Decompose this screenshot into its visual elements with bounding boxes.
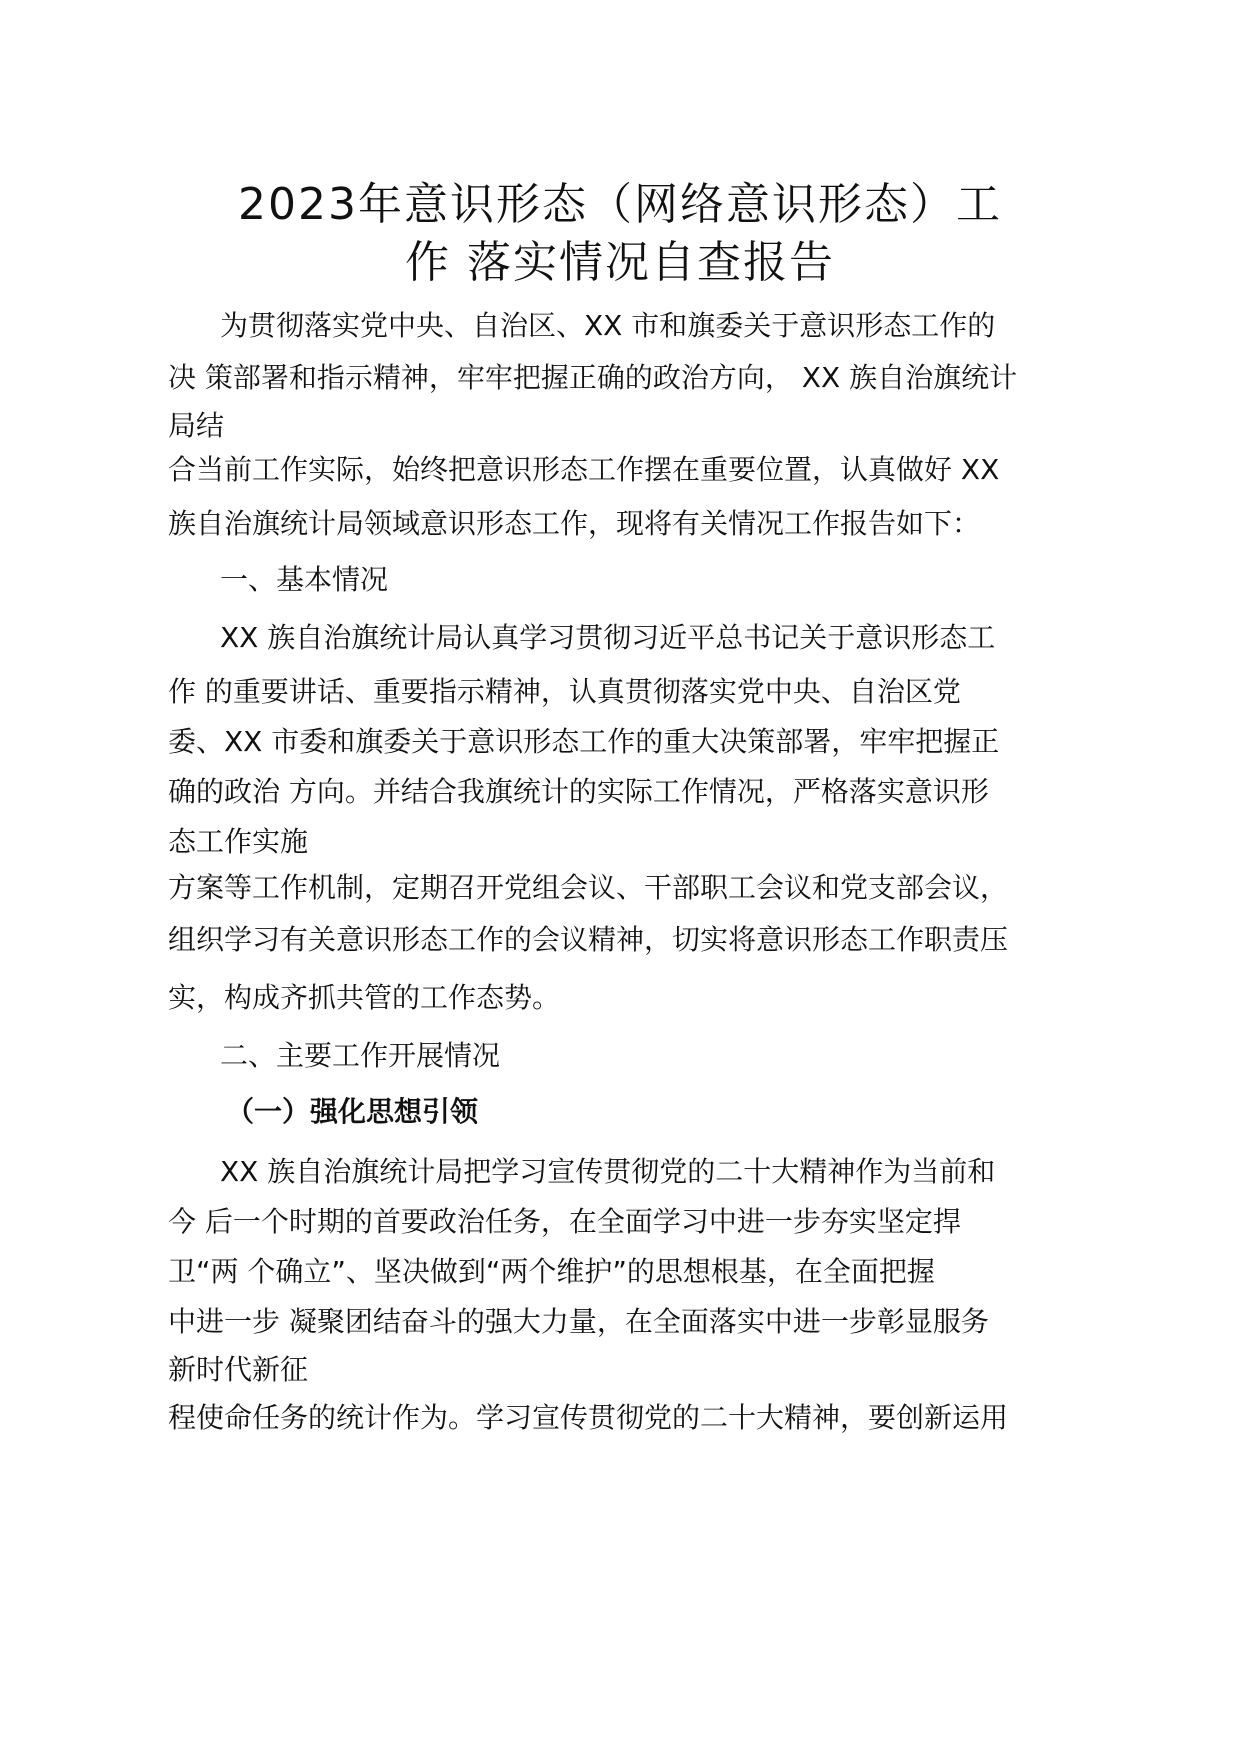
paragraph-line: 组织学习有关意识形态工作的会议精神，切实将意识形态工作职责压 <box>168 923 1009 956</box>
paragraph-line: 新时代新征 <box>168 1353 309 1386</box>
paragraph-line: 决 策部署和指示精神，牢牢把握正确的政治方向， XX 族自治旗统计 <box>168 361 1018 394</box>
paragraph-line: XX 族自治旗统计局把学习宣传贯彻党的二十大精神作为当前和 <box>220 1155 996 1188</box>
paragraph-line: 族自治旗统计局领域意识形态工作，现将有关情况工作报告如下： <box>168 507 981 540</box>
paragraph-line: 合当前工作实际，始终把意识形态工作摆在重要位置，认真做好 XX <box>168 453 1000 486</box>
subsection-heading-thought: （一）强化思想引领 <box>226 1095 479 1128</box>
paragraph-line: XX 族自治旗统计局认真学习贯彻习近平总书记关于意识形态工 <box>220 621 996 654</box>
paragraph-line: 方案等工作机制，定期召开党组会议、干部职工会议和党支部会议， <box>168 871 1009 904</box>
document-title-line-2: 作 落实情况自查报告 <box>405 237 835 288</box>
paragraph-line: 作 的重要讲话、重要指示精神，认真贯彻落实党中央、自治区党 <box>168 675 961 708</box>
paragraph-line: 程使命任务的统计作为。学习宣传贯彻党的二十大精神，要创新运用 <box>168 1401 1009 1434</box>
paragraph-line: 为贯彻落实党中央、自治区、XX 市和旗委关于意识形态工作的 <box>220 309 996 342</box>
paragraph-line: 确的政治 方向。并结合我旗统计的实际工作情况，严格落实意识形 <box>168 775 989 808</box>
document-title-line-1: 2023年意识形态（网络意识形态）工 <box>238 179 1002 230</box>
paragraph-line: 局结 <box>168 409 225 442</box>
section-heading-basic: 一、基本情况 <box>220 563 389 596</box>
section-heading-main-work: 二、主要工作开展情况 <box>220 1039 501 1072</box>
paragraph-line: 中进一步 凝聚团结奋斗的强大力量，在全面落实中进一步彰显服务 <box>168 1305 989 1338</box>
paragraph-line: 委、XX 市委和旗委关于意识形态工作的重大决策部署，牢牢把握正 <box>168 725 1000 758</box>
paragraph-line: 今 后一个时期的首要政治任务，在全面学习中进一步夯实坚定捍 <box>168 1205 961 1238</box>
paragraph-line: 卫“两 个确立”、坚决做到“两个维护”的思想根基，在全面把握 <box>168 1255 935 1288</box>
paragraph-line: 实，构成齐抓共管的工作态势。 <box>168 981 561 1014</box>
paragraph-line: 态工作实施 <box>168 825 309 858</box>
